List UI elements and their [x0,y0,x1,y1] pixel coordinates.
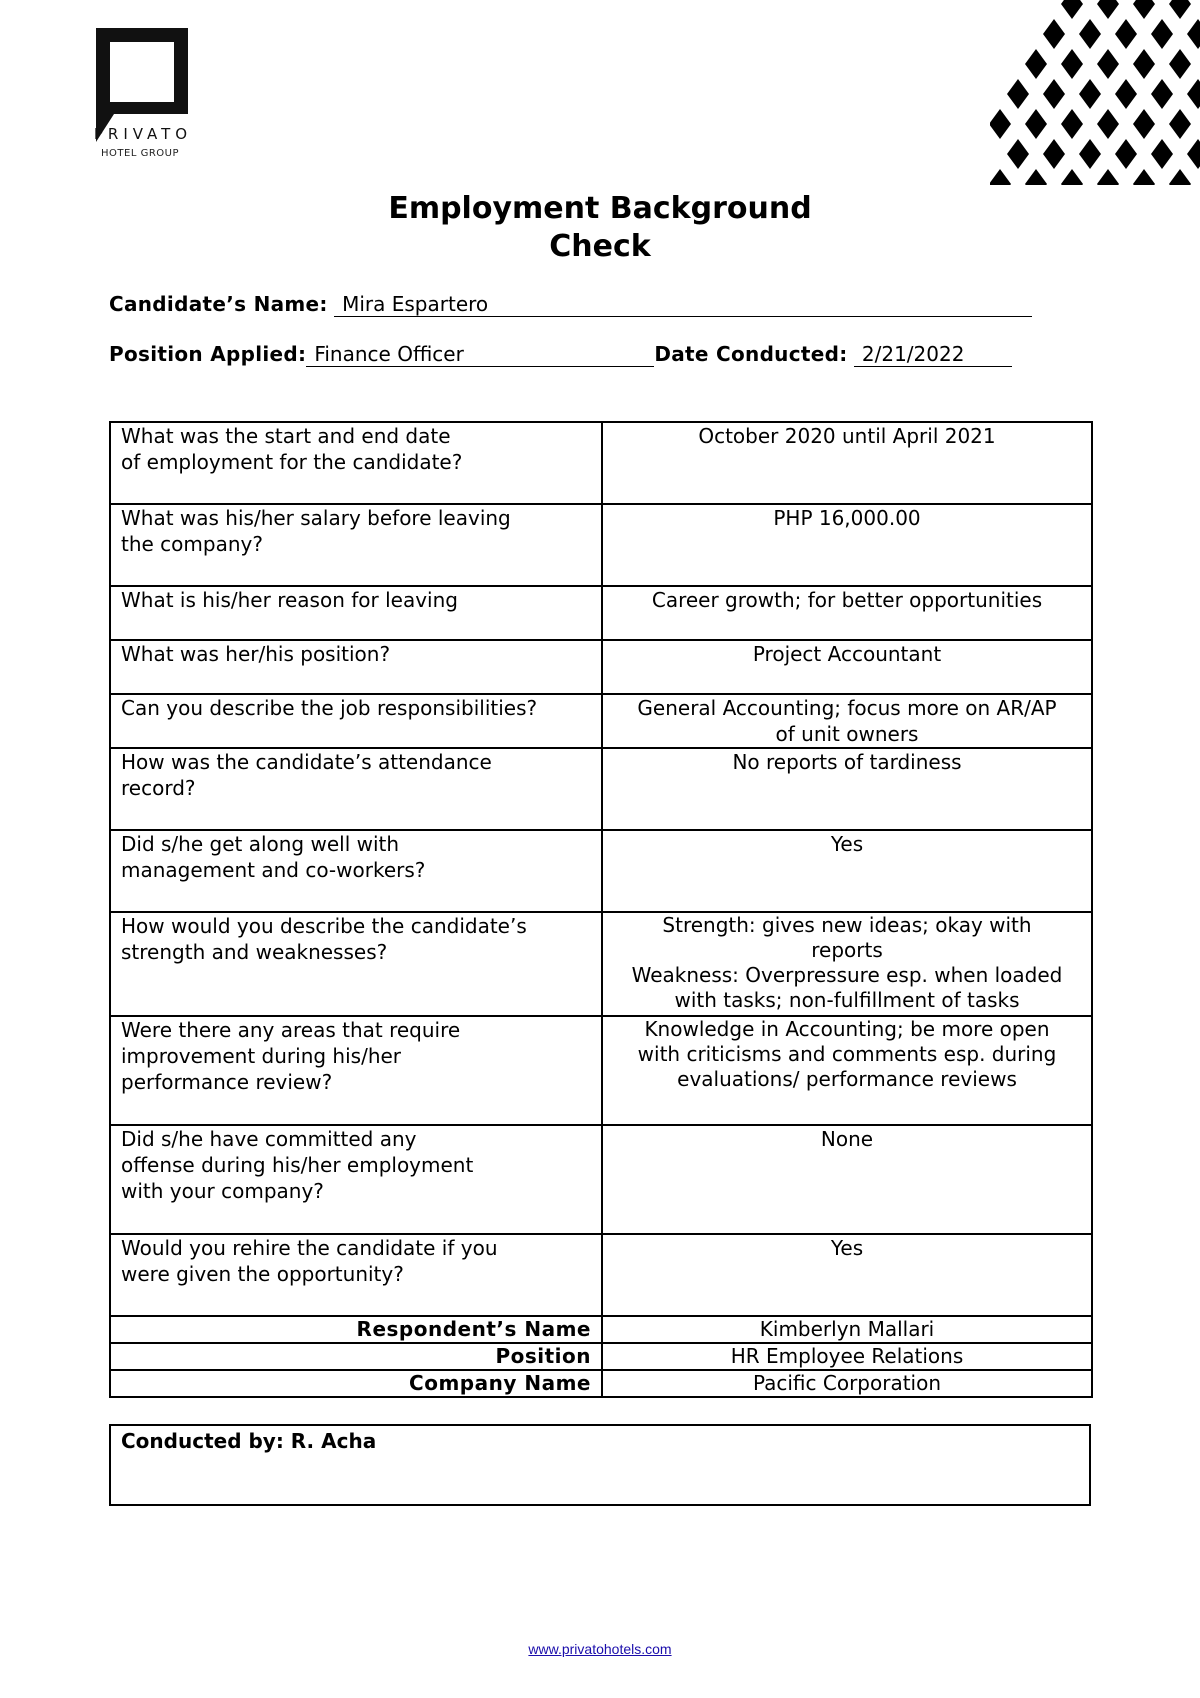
position-applied-value: Finance Officer [306,342,654,367]
position-date-row [109,342,1012,367]
table-row [110,1016,1092,1125]
table-row [110,640,1092,694]
answer-cell: Yes [602,830,1092,912]
question-cell: How would you describe the candidate’s strength and weaknesses? [110,912,602,1016]
brand-subtitle: HOTEL GROUP [101,148,179,159]
question-cell: What was his/her salary before leaving the company? [110,504,602,586]
candidate-name-value: Mira Espartero [334,292,1032,317]
question-cell: Were there any areas that require improvement during his/her performance review? [110,1016,602,1125]
date-conducted-label: Date Conducted: [654,342,848,366]
company-name-label: Company Name [110,1370,602,1397]
question-cell: Would you rehire the candidate if you were given the opportunity? [110,1234,602,1316]
table-row [110,1234,1092,1316]
respondent-name-value: Kimberlyn Mallari [602,1316,1092,1343]
answer-cell: General Accounting; focus more on AR/AP of unit owners [602,694,1092,748]
answer-cell: Strength: gives new ideas; okay with reports Weakness: Overpressure esp. when loaded with tasks; non-fulfillment of tasks [602,912,1092,1016]
table-row [110,748,1092,830]
respondent-position-label: Position [110,1343,602,1370]
table-row [110,1316,1092,1343]
question-cell: What is his/her reason for leaving [110,586,602,640]
page-title: Employment Background Check [388,191,812,264]
table-row [110,694,1092,748]
table-row [110,1125,1092,1234]
table-row [110,422,1092,504]
question-cell: What was the start and end date of employment for the candidate? [110,422,602,504]
question-cell: How was the candidate’s attendance record? [110,748,602,830]
table-row [110,830,1092,912]
question-cell: Can you describe the job responsibilities? [110,694,602,748]
background-check-table [109,421,1093,1398]
respondent-name-label: Respondent’s Name [110,1316,602,1343]
candidate-name-row [109,292,1032,317]
answer-cell: None [602,1125,1092,1234]
table-row [110,504,1092,586]
answer-cell: Project Accountant [602,640,1092,694]
privato-logo-icon [88,26,208,166]
candidate-name-label: Candidate’s Name: [109,292,328,316]
question-cell: Did s/he have committed any offense during his/her employment with your company? [110,1125,602,1234]
answer-cell: Knowledge in Accounting; be more open with criticisms and comments esp. during evaluations/ performance reviews [602,1016,1092,1125]
answer-cell: PHP 16,000.00 [602,504,1092,586]
respondent-position-value: HR Employee Relations [602,1343,1092,1370]
answer-cell: No reports of tardiness [602,748,1092,830]
decorative-diamond-pattern-icon [990,0,1200,185]
table-row [110,1343,1092,1370]
company-name-value: Pacific Corporation [602,1370,1092,1397]
answer-cell: Career growth; for better opportunities [602,586,1092,640]
table-row [110,586,1092,640]
position-applied-label: Position Applied: [109,342,307,366]
question-cell: What was her/his position? [110,640,602,694]
table-row [110,912,1092,1016]
date-conducted-value: 2/21/2022 [854,342,1012,367]
website-link[interactable]: www.privatohotels.com [528,1641,672,1657]
question-cell: Did s/he get along well with management and co-workers? [110,830,602,912]
table-row [110,1370,1092,1397]
brand-name: PRIVATO [93,125,193,143]
conducted-by-text: Conducted by: R. Acha [121,1429,377,1453]
conducted-by-box [109,1424,1091,1506]
answer-cell: Yes [602,1234,1092,1316]
answer-cell: October 2020 until April 2021 [602,422,1092,504]
